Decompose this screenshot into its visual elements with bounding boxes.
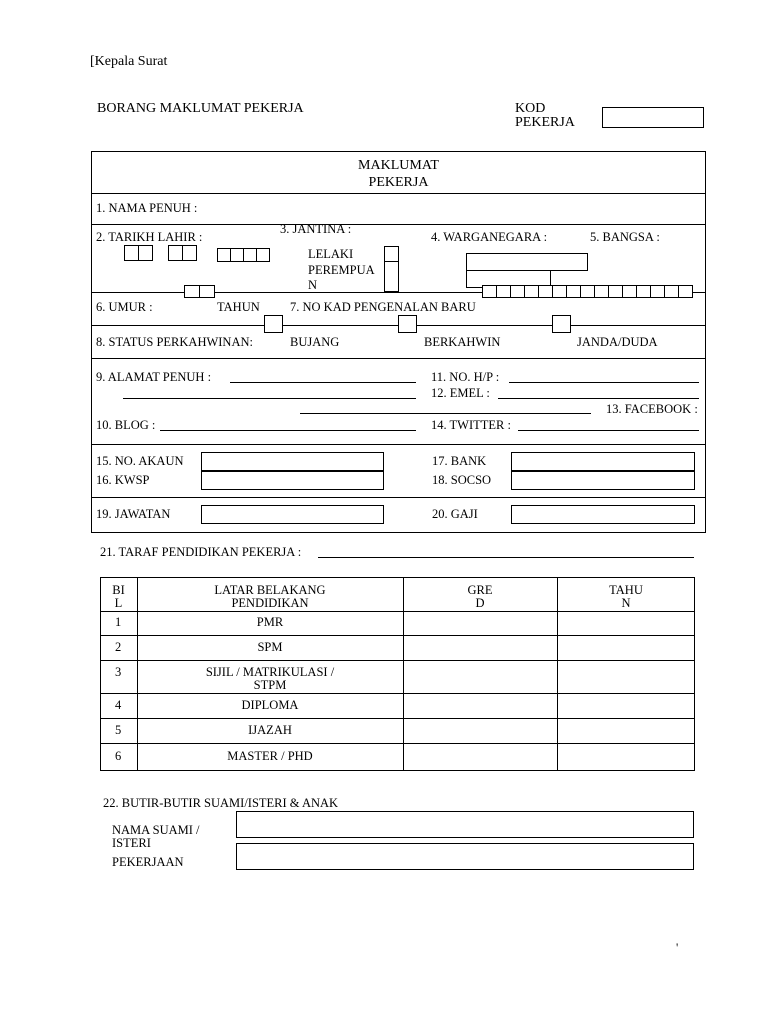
ic-digit-box[interactable] xyxy=(678,285,693,298)
kod-pekerja-label-1: KOD xyxy=(515,101,546,116)
no-hp-label: 11. NO. H/P : xyxy=(431,370,500,384)
pendidikan-label: 21. TARAF PENDIDIKAN PEKERJA : xyxy=(100,545,302,559)
lelaki-checkbox[interactable] xyxy=(384,246,399,262)
row-bil: 6 xyxy=(115,749,122,763)
blog-line[interactable] xyxy=(160,430,416,431)
ic-digit-box[interactable] xyxy=(524,285,539,298)
row-latar: MASTER / PHD xyxy=(227,749,313,763)
row-latar-1: SIJIL / MATRIKULASI / xyxy=(205,665,335,679)
kwsp-label: 16. KWSP xyxy=(96,473,150,487)
alamat-label: 9. ALAMAT PENUH : xyxy=(96,370,212,384)
ic-digit-box[interactable] xyxy=(664,285,679,298)
bank-label: 17. BANK xyxy=(432,454,487,468)
emel-line[interactable] xyxy=(498,398,699,399)
tarikh-year-box-3[interactable] xyxy=(243,248,257,262)
kod-pekerja-label-2: PEKERJA xyxy=(515,115,575,130)
gaji-field[interactable] xyxy=(511,505,695,524)
tarikh-year-box-2[interactable] xyxy=(230,248,244,262)
row-bil: 5 xyxy=(115,723,122,737)
tarikh-day-box-2[interactable] xyxy=(138,245,153,261)
kwsp-field[interactable] xyxy=(201,471,384,490)
section-title-1: MAKLUMAT xyxy=(358,158,439,173)
twitter-label: 14. TWITTER : xyxy=(431,418,511,432)
ic-digit-box[interactable] xyxy=(608,285,623,298)
bangsa-label: 5. BANGSA : xyxy=(590,230,660,244)
no-hp-line[interactable] xyxy=(509,382,699,383)
ic-digit-box[interactable] xyxy=(636,285,651,298)
header-latar-2: PENDIDIKAN xyxy=(231,596,309,610)
alamat-line-1[interactable] xyxy=(230,382,416,383)
row-divider xyxy=(91,358,706,359)
perempuan-label-2: N xyxy=(308,278,318,292)
row-latar: IJAZAH xyxy=(248,723,292,737)
letterhead: [Kepala Surat xyxy=(90,54,168,69)
kod-pekerja-field[interactable] xyxy=(602,107,704,128)
table-row-divider xyxy=(100,693,695,694)
header-gred-2: D xyxy=(475,596,485,610)
header-bil-2: L xyxy=(114,596,123,610)
table-row-divider xyxy=(100,635,695,636)
row-latar: PMR xyxy=(256,615,284,629)
janda-duda-checkbox[interactable] xyxy=(552,315,571,333)
status-label: 8. STATUS PERKAHWINAN: xyxy=(96,335,253,349)
row-bil: 2 xyxy=(115,640,122,654)
ic-digit-box[interactable] xyxy=(622,285,637,298)
row-bil: 1 xyxy=(115,615,122,629)
ic-digit-box[interactable] xyxy=(510,285,525,298)
alamat-line-2[interactable] xyxy=(123,398,416,399)
jawatan-field[interactable] xyxy=(201,505,384,524)
row-latar: SPM xyxy=(257,640,283,654)
row-divider xyxy=(91,193,706,194)
tarikh-month-box-1[interactable] xyxy=(168,245,183,261)
janda-duda-label: JANDA/DUDA xyxy=(577,335,658,349)
perempuan-label-1: PEREMPUA xyxy=(308,263,375,277)
warganegara-label: 4. WARGANEGARA : xyxy=(431,230,548,244)
nama-suami-field[interactable] xyxy=(236,811,694,838)
jawatan-label: 19. JAWATAN xyxy=(96,507,171,521)
pekerjaan-field[interactable] xyxy=(236,843,694,870)
header-tahun-2: N xyxy=(621,596,631,610)
ic-digit-box[interactable] xyxy=(552,285,567,298)
ic-digit-box[interactable] xyxy=(594,285,609,298)
berkahwin-checkbox[interactable] xyxy=(398,315,417,333)
no-akaun-field[interactable] xyxy=(201,452,384,471)
tarikh-day-box-1[interactable] xyxy=(124,245,139,261)
bujang-label: BUJANG xyxy=(290,335,340,349)
umur-label: 6. UMUR : xyxy=(96,300,153,314)
keluarga-label: 22. BUTIR-BUTIR SUAMI/ISTERI & ANAK xyxy=(103,796,339,810)
twitter-line[interactable] xyxy=(518,430,699,431)
jantina-label: 3. JANTINA : xyxy=(280,222,352,236)
tarikh-year-box-1[interactable] xyxy=(217,248,231,262)
emel-label: 12. EMEL : xyxy=(431,386,490,400)
lelaki-label: LELAKI xyxy=(308,247,354,261)
ic-digit-box[interactable] xyxy=(538,285,553,298)
ic-digit-box[interactable] xyxy=(580,285,595,298)
alamat-line-3[interactable] xyxy=(300,413,591,414)
bujang-checkbox[interactable] xyxy=(264,315,283,333)
row-bil: 3 xyxy=(115,665,122,679)
ic-digit-box[interactable] xyxy=(482,285,497,298)
header-gred-1: GRE xyxy=(467,583,493,597)
no-akaun-label: 15. NO. AKAUN xyxy=(96,454,184,468)
header-bil-1: BI xyxy=(112,583,125,597)
table-row-divider xyxy=(100,718,695,719)
table-row-divider xyxy=(100,743,695,744)
warganegara-field[interactable] xyxy=(466,253,588,271)
nama-suami-label-1: NAMA SUAMI / xyxy=(112,823,200,837)
footer-mark: ' xyxy=(676,941,679,955)
socso-field[interactable] xyxy=(511,471,695,490)
tarikh-month-box-2[interactable] xyxy=(182,245,197,261)
perempuan-checkbox[interactable] xyxy=(384,261,399,292)
ic-digit-box[interactable] xyxy=(650,285,665,298)
row-bil: 4 xyxy=(115,698,122,712)
nama-suami-label-2: ISTERI xyxy=(112,836,151,850)
table-row-divider xyxy=(100,660,695,661)
nama-penuh-label: 1. NAMA PENUH : xyxy=(96,201,198,215)
row-latar-2: STPM xyxy=(253,678,287,692)
pekerjaan-label: PEKERJAAN xyxy=(112,855,184,869)
header-tahun-1: TAHU xyxy=(609,583,643,597)
tarikh-lahir-label: 2. TARIKH LAHIR : xyxy=(96,230,203,244)
facebook-label: 13. FACEBOOK : xyxy=(606,402,698,416)
table-row-divider xyxy=(100,611,695,612)
bank-field[interactable] xyxy=(511,452,695,471)
umur-box-1[interactable] xyxy=(184,285,200,298)
section-title-2: PEKERJA xyxy=(368,175,429,190)
row-divider xyxy=(91,224,706,225)
tarikh-year-box-4[interactable] xyxy=(256,248,270,262)
row-latar: DIPLOMA xyxy=(241,698,299,712)
no-kad-label: 7. NO KAD PENGENALAN BARU xyxy=(290,300,476,314)
blog-label: 10. BLOG : xyxy=(96,418,156,432)
umur-box-2[interactable] xyxy=(199,285,215,298)
ic-digit-box[interactable] xyxy=(566,285,581,298)
tahun-label: TAHUN xyxy=(217,300,260,314)
socso-label: 18. SOCSO xyxy=(432,473,492,487)
pendidikan-line[interactable] xyxy=(318,557,694,558)
header-latar-1: LATAR BELAKANG xyxy=(214,583,326,597)
gaji-label: 20. GAJI xyxy=(432,507,478,521)
ic-digit-box[interactable] xyxy=(496,285,511,298)
row-divider xyxy=(91,444,706,445)
row-divider xyxy=(91,497,706,498)
berkahwin-label: BERKAHWIN xyxy=(424,335,501,349)
form-title: BORANG MAKLUMAT PEKERJA xyxy=(97,101,304,116)
